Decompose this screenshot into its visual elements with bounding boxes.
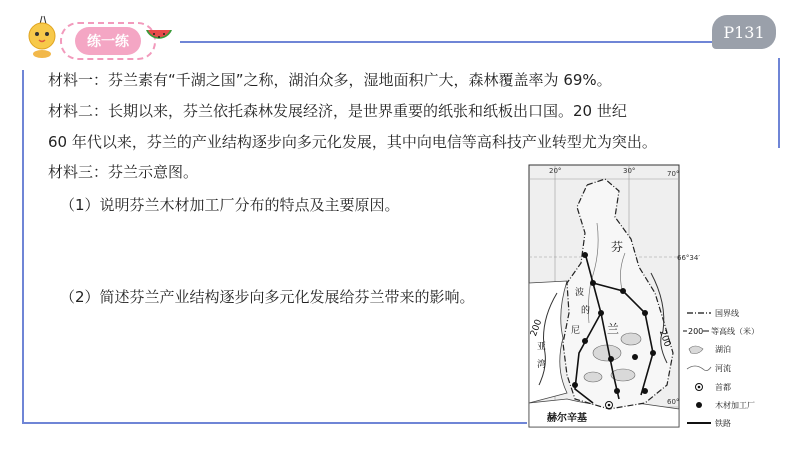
legend-factory-label: 木材加工厂 xyxy=(715,401,755,410)
legend-railway-label: 铁路 xyxy=(715,419,731,428)
label-sea-1: 波 xyxy=(575,288,585,298)
factory-dot xyxy=(642,310,648,316)
legend-river-label: 河流 xyxy=(715,364,731,373)
question-two: （2）简述芬兰产业结构逐步向多元化发展给芬兰带来的影响。 xyxy=(60,288,475,306)
material-two-line-1: 材料二：长期以来，芬兰依托森林发展经济，是世界重要的纸张和纸板出口国。20 世纪 xyxy=(48,102,627,120)
practice-badge-label: 练一练 xyxy=(75,27,141,55)
label-sea-3: 尼 xyxy=(571,326,581,336)
label-lat-6634: 66°34′ xyxy=(677,254,700,262)
label-lat-70: 70° xyxy=(667,170,680,178)
factory-dot xyxy=(582,338,588,344)
factory-dot xyxy=(650,350,656,356)
label-contour-east: 200 xyxy=(656,328,673,349)
page-number-badge: P131 xyxy=(712,15,776,49)
material-three: 材料三：芬兰示意图。 xyxy=(48,163,199,181)
practice-badge xyxy=(60,22,156,60)
legend-contour-label: 等高线（米） xyxy=(711,327,759,336)
label-capital: 赫尔辛基 xyxy=(547,413,587,424)
chick-mascot-icon xyxy=(22,12,62,60)
frame-top-line xyxy=(180,41,740,43)
legend-capital-label: 首都 xyxy=(715,383,731,392)
legend-lake-label: 湖泊 xyxy=(715,345,731,354)
legend-contour-prefix: 200 xyxy=(688,327,704,336)
finland-map-figure xyxy=(527,163,780,431)
frame-left-line xyxy=(22,70,24,422)
label-lon-30: 30° xyxy=(623,167,636,175)
lake-4 xyxy=(584,372,602,382)
question-one: （1）说明芬兰木材加工厂分布的特点及主要原因。 xyxy=(60,196,400,214)
legend-border-label: 国界线 xyxy=(715,309,739,318)
label-sea-4: 亚 xyxy=(537,342,547,352)
factory-dot xyxy=(632,354,638,360)
legend-factory-icon xyxy=(696,402,702,408)
label-lat-60: 60° xyxy=(667,398,680,406)
label-sea-2: 的 xyxy=(581,306,591,316)
label-contour-west: 200 xyxy=(529,318,545,338)
factory-dot xyxy=(598,310,604,316)
gulf-of-bothnia xyxy=(529,281,567,403)
factory-dot xyxy=(582,252,588,258)
factory-dot xyxy=(642,388,648,394)
factory-dot xyxy=(620,288,626,294)
frame-right-line xyxy=(778,58,780,148)
label-country-2: 兰 xyxy=(607,322,620,336)
lake-2 xyxy=(621,333,641,345)
factory-dot xyxy=(590,280,596,286)
material-one: 材料一：芬兰素有“千湖之国”之称，湖泊众多，湿地面积广大，森林覆盖率为 69%。 xyxy=(48,71,612,89)
watermelon-icon xyxy=(144,24,174,50)
label-country-1: 芬 xyxy=(611,240,624,254)
factory-dot xyxy=(608,356,614,362)
factory-dot xyxy=(572,382,578,388)
lake-1 xyxy=(593,345,621,361)
material-two-line-2: 60 年代以来，芬兰的产业结构逐步向多元化发展，其中向电信等高科技产业转型尤为突出。 xyxy=(48,133,657,151)
factory-dot xyxy=(614,388,620,394)
label-lon-20: 20° xyxy=(549,167,562,175)
label-sea-5: 湾 xyxy=(537,360,547,370)
